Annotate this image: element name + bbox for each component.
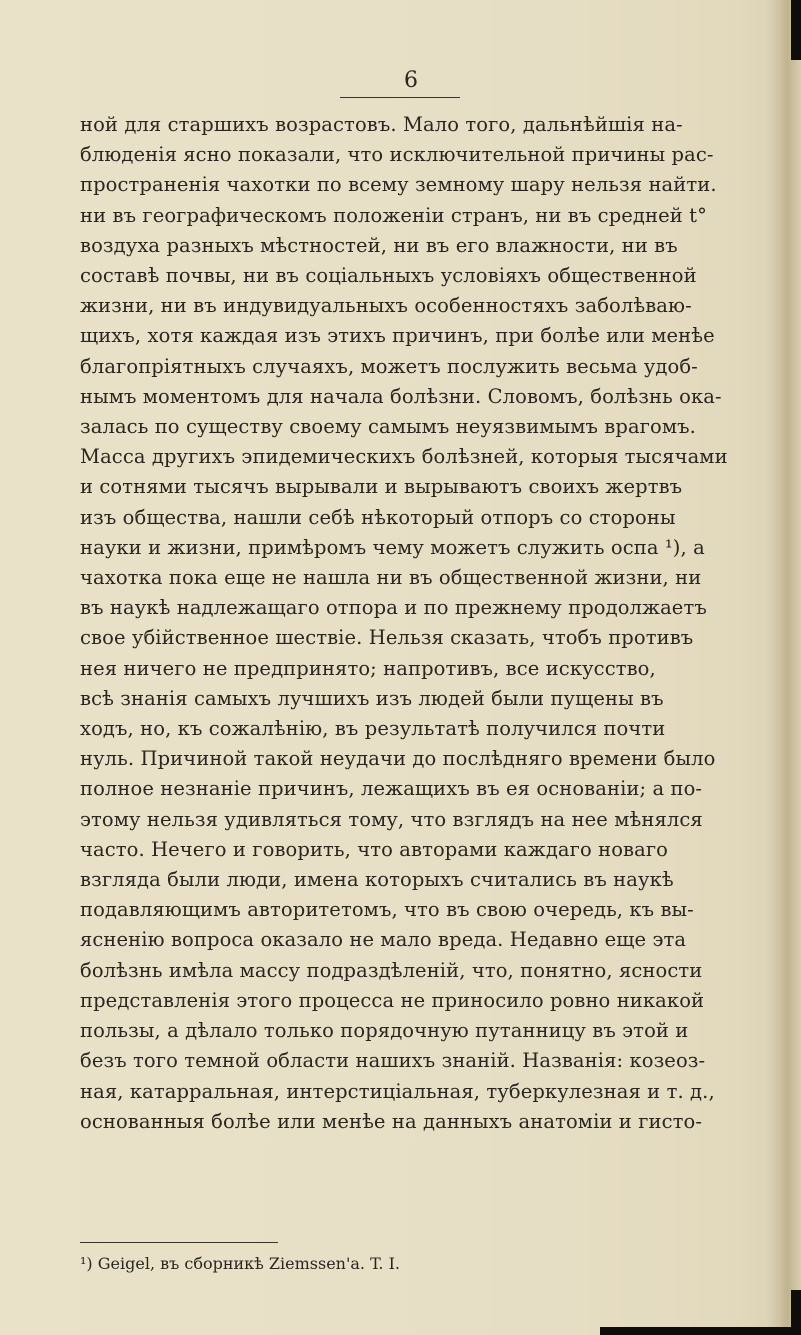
text-line: полное незнаніе причинъ, лежащихъ въ ея основаніи; а по-: [80, 777, 703, 801]
text-line: блюденія ясно показали, что исключительной причины рас-: [80, 143, 714, 167]
text-line: пространенія чахотки по всему земному шару нельзя найти.: [80, 173, 717, 197]
text-line: составѣ почвы, ни въ соціальныхъ условіяхъ общественной: [80, 264, 697, 288]
text-line: ходъ, но, къ сожалѣнію, въ результатѣ получился почти: [80, 717, 666, 741]
text-line: взгляда были люди, имена которыхъ считались въ наукѣ: [80, 868, 674, 892]
text-line: изъ общества, нашли себѣ нѣкоторый отпоръ со стороны: [80, 505, 676, 529]
text-line: нуль. Причиной такой неудачи до послѣдняго времени было: [80, 747, 716, 771]
text-line: ясненію вопроса оказало не мало вреда. Недавно еще эта: [80, 928, 687, 952]
text-line: ной для старшихъ возрастовъ. Мало того, дальнѣйшія на-: [80, 113, 683, 136]
page-number: 6: [404, 68, 418, 93]
text-line: безъ того темной области нашихъ знаній. Названія: козеоз-: [80, 1049, 706, 1073]
text-line: залась по существу своему самымъ неуязвимымъ врагомъ.: [80, 415, 696, 439]
text-line: этому нельзя удивляться тому, что взглядъ на нее мѣнялся: [80, 807, 703, 831]
text-line: всѣ знанія самыхъ лучшихъ изъ людей были пущены въ: [80, 686, 664, 710]
text-line: ная, катарральная, интерстиціальная, туберкулезная и т. д.,: [80, 1079, 715, 1103]
text-line: ни въ географическомъ положеніи странъ, ни въ средней t°: [80, 203, 707, 227]
text-line: щихъ, хотя каждая изъ этихъ причинъ, при болѣе или менѣе: [80, 324, 715, 348]
text-line: пользы, а дѣлало только порядочную путанницу въ этой и: [80, 1019, 689, 1043]
bottom-edge-shadow: [600, 1327, 801, 1335]
text-line: благопріятныхъ случаяхъ, можетъ послужить весьма удоб-: [80, 354, 698, 378]
footnote: ¹) Geigel, въ сборникѣ Ziemssen'a. T. I.: [80, 1254, 400, 1273]
footnote-rule: [80, 1242, 278, 1243]
page-number-rule: [340, 97, 460, 98]
text-line: свое убійственное шествіе. Нельзя сказать, чтобъ противъ: [80, 626, 694, 650]
text-line: воздуха разныхъ мѣстностей, ни въ его влажности, ни въ: [80, 233, 678, 257]
text-line: болѣзнь имѣла массу подраздѣленій, что, понятно, ясности: [80, 958, 703, 982]
text-line: чахотка пока еще не нашла ни въ общественной жизни, ни: [80, 566, 702, 590]
binding-edge-top: [791, 0, 801, 60]
text-line: науки и жизни, примѣромъ чему можетъ служить оспа ¹), а: [80, 535, 705, 559]
text-line: представленія этого процесса не приносило ровно никакой: [80, 988, 705, 1012]
text-line: нымъ моментомъ для начала болѣзни. Словомъ, болѣзнь ока-: [80, 384, 722, 408]
text-line: подавляющимъ авторитетомъ, что въ свою очередь, къ вы-: [80, 898, 694, 922]
body-text: [80, 110, 798, 1137]
text-line: Масса другихъ эпидемическихъ болѣзней, которыя тысячами: [80, 445, 728, 469]
text-line: нея ничего не предпринято; напротивъ, все искусство,: [80, 656, 656, 680]
text-line: основанныя болѣе или менѣе на данныхъ анатоміи и гисто-: [80, 1109, 703, 1133]
text-line: въ наукѣ надлежащаго отпора и по прежнему продолжаетъ: [80, 596, 707, 620]
text-line: часто. Нечего и говорить, что авторами каждаго новаго: [80, 837, 669, 861]
text-line: и сотнями тысячъ вырывали и вырываютъ своихъ жертвъ: [80, 475, 683, 499]
text-line: жизни, ни въ индувидуальныхъ особенностяхъ заболѣваю-: [80, 294, 692, 318]
